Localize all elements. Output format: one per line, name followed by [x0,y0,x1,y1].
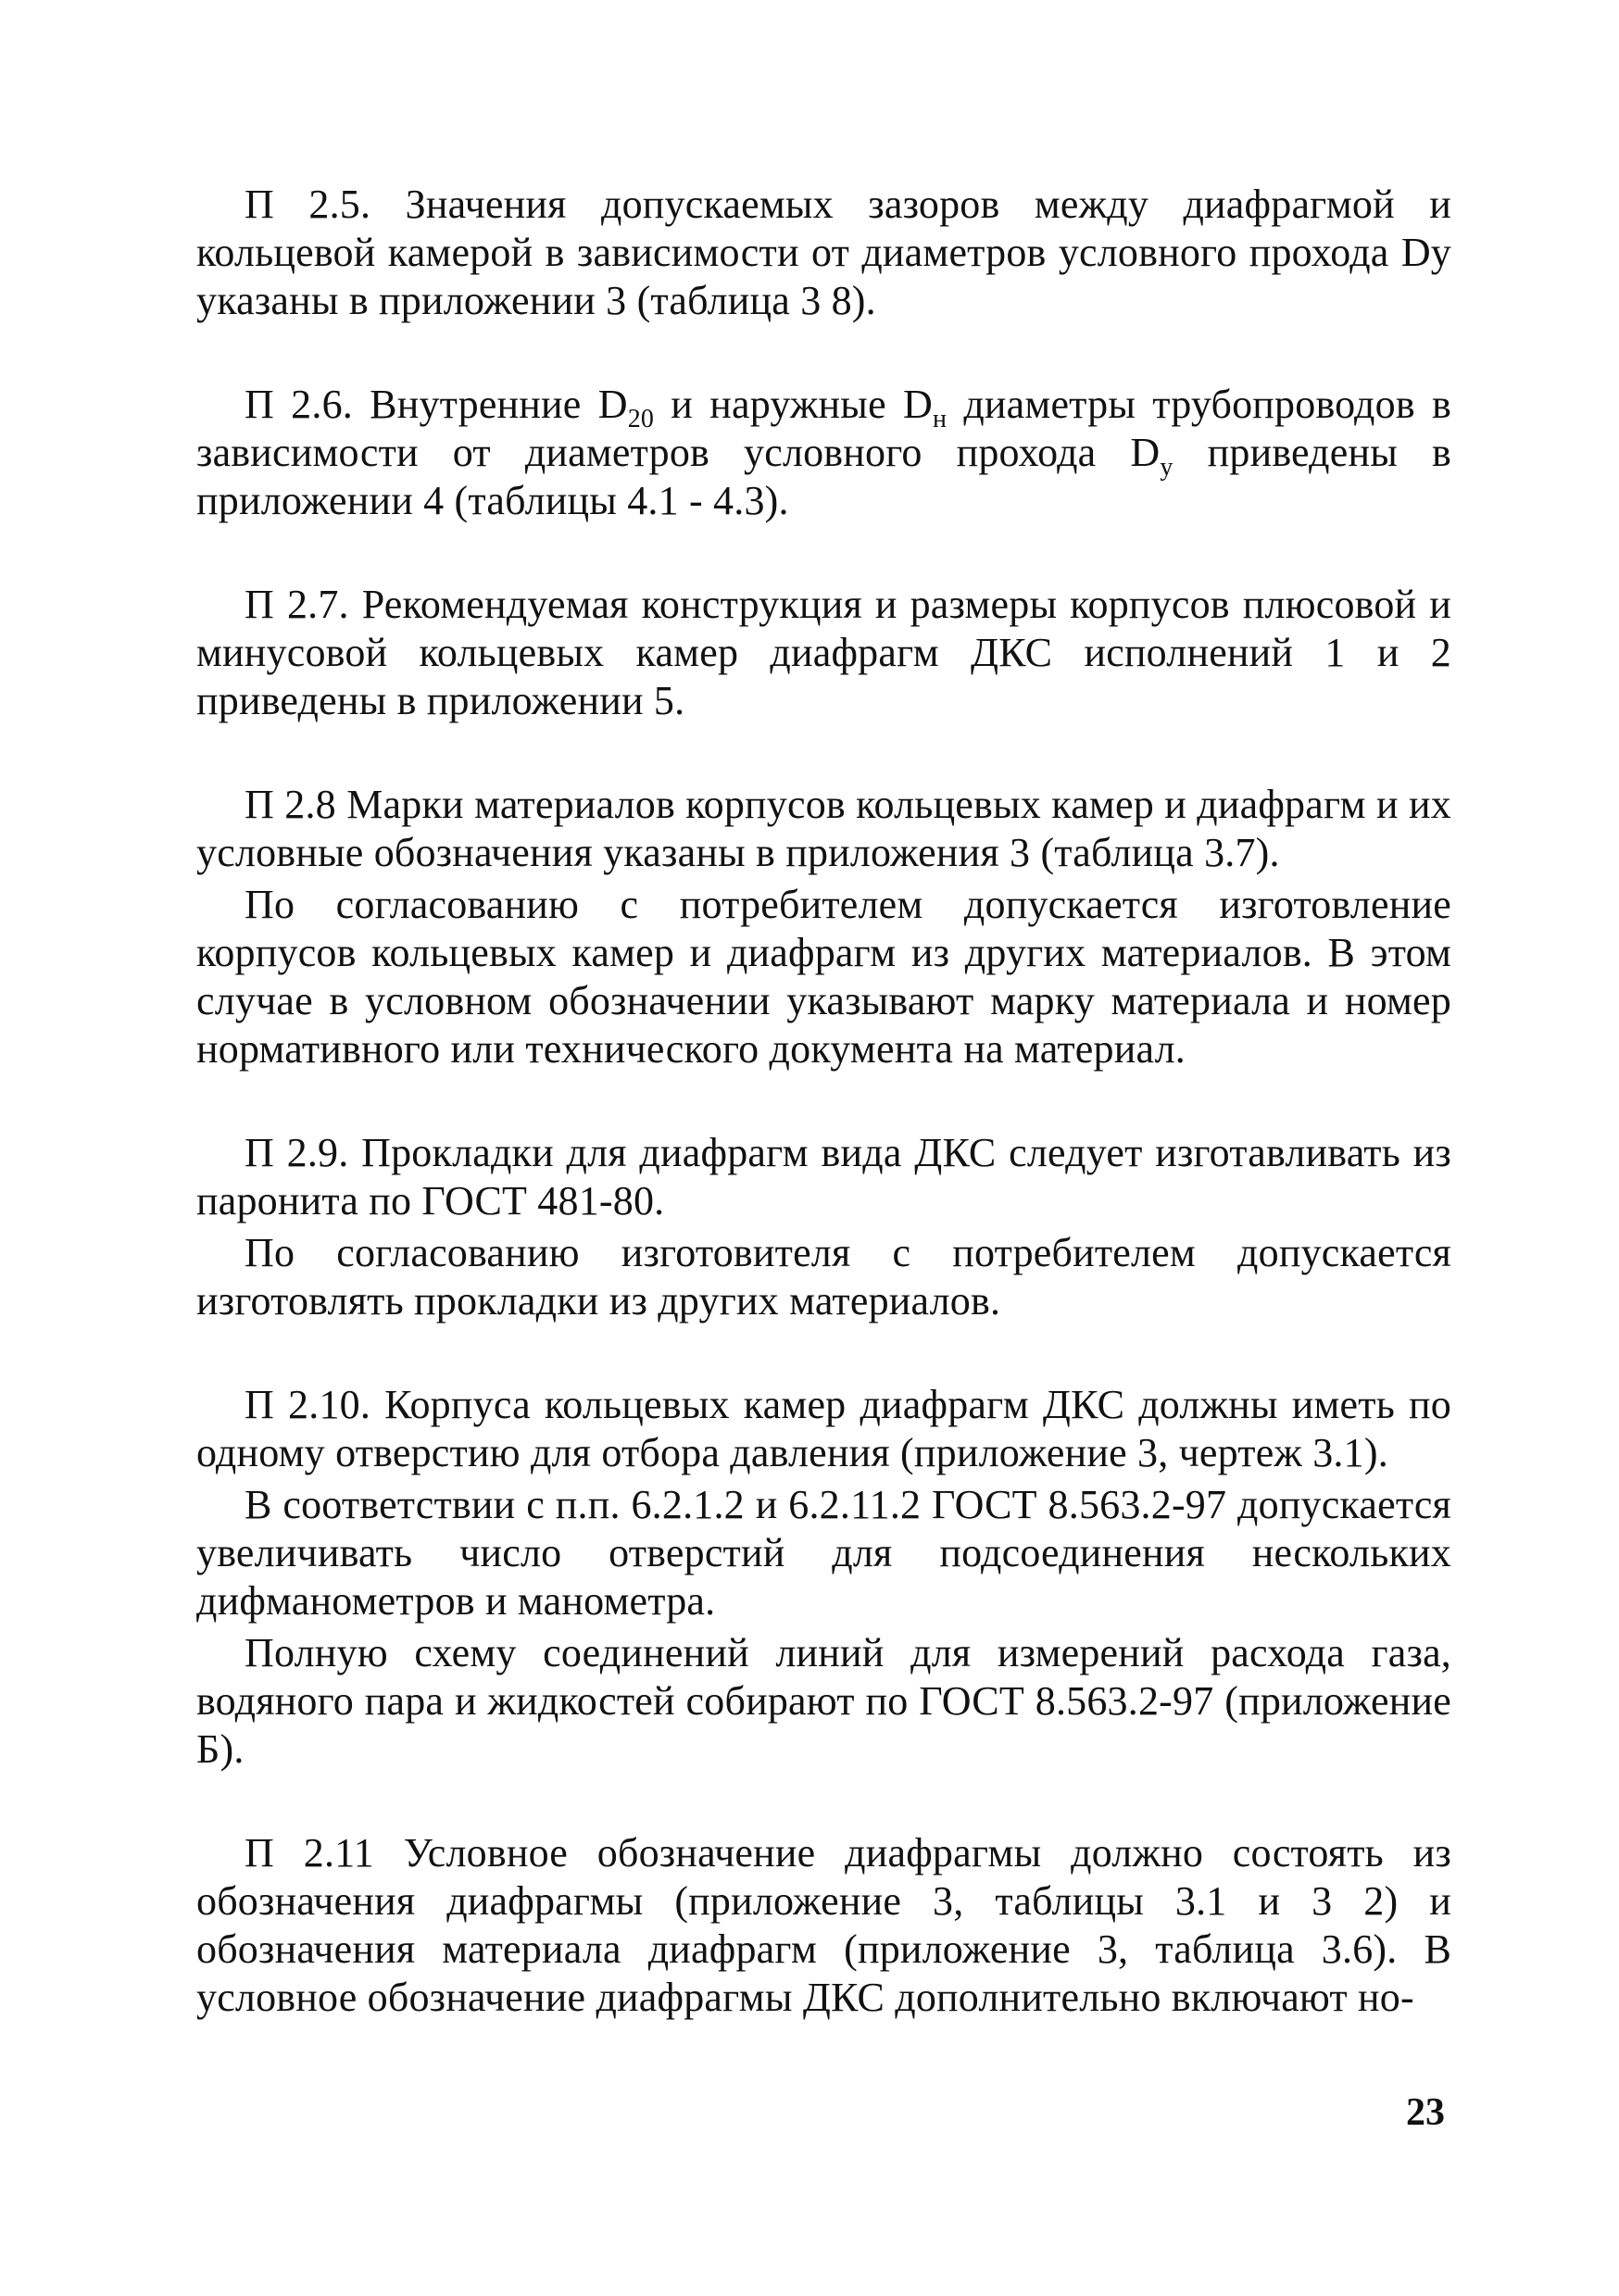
paragraph-2-9-continuation: По согласованию изготовителя с потребителем допускается изготовлять прокладки из других материалов. [196,1230,1451,1324]
paragraph-2-5: П 2.5. Значения допускаемых зазоров между диафрагмой и кольцевой камерой в зависимости от диаметров условного прохода Dу указаны в приложении 3 (таблица 3 8). [196,182,1451,323]
paragraph-2-6-text-3: диаметры трубопроводов в зависимости от диаметров условного прохода D [196,382,1451,475]
paragraph-2-9: П 2.9. Прокладки для диафрагм вида ДКС следует изготавливать из паронита по ГОСТ 481-80. [196,1130,1451,1223]
paragraph-2-8-continuation: По согласованию с потребителем допускается изготовление корпусов кольцевых камер и диафрагм из других материалов. В этом случае в условном обозначении указывают марку материала и номер нормативного или технического документа на материал. [196,882,1451,1072]
paragraph-2-6 [196,381,1451,525]
paragraph-2-10: П 2.10. Корпуса кольцевых камер диафрагм ДКС должны иметь по одному отверстию для отбора давления (приложение 3, чертеж 3.1). [196,1382,1451,1475]
paragraph-2-6-text-4: приведены в приложении 4 (таблицы 4.1 - 4.3). [196,430,1451,523]
paragraph-2-8: П 2.8 Марки материалов корпусов кольцевых камер и диафрагм и их условные обозначения указаны в приложения 3 (таблица 3.7). [196,782,1451,875]
subscript-dn: н [932,404,948,433]
paragraph-2-6-text-2: и наружные D [654,382,933,427]
subscript-d20: 20 [627,404,655,433]
paragraph-2-7: П 2.7. Рекомендуемая конструкция и размеры корпусов плюсовой и минусовой кольцевых камер диафрагм ДКС исполнений 1 и 2 приведены в приложении 5. [196,582,1451,723]
paragraph-2-11: П 2.11 Условное обозначение диафрагмы должно состоять из обозначения диафрагмы (приложение 3, таблицы 3.1 и 3 2) и обозначения материала диафрагм (приложение 3, таблица 3.6). В условное обозначение диафрагмы ДКС дополнительно включают но- [196,1830,1451,2020]
page-body [196,181,1451,2022]
paragraph-2-10-continuation-2: Полную схему соединений линий для измерений расхода газа, водяного пара и жидкостей собирают по ГОСТ 8.563.2-97 (приложение Б). [196,1630,1451,1772]
paragraph-2-6-text-1: П 2.6. Внутренние D [245,382,628,427]
subscript-dy: у [1160,452,1173,482]
page-number: 23 [1406,2091,1445,2134]
paragraph-2-10-continuation-1: В соответствии с п.п. 6.2.1.2 и 6.2.11.2 ГОСТ 8.563.2-97 допускается увеличивать число отверстий для подсоединения нескольких дифманометров и манометра. [196,1482,1451,1624]
